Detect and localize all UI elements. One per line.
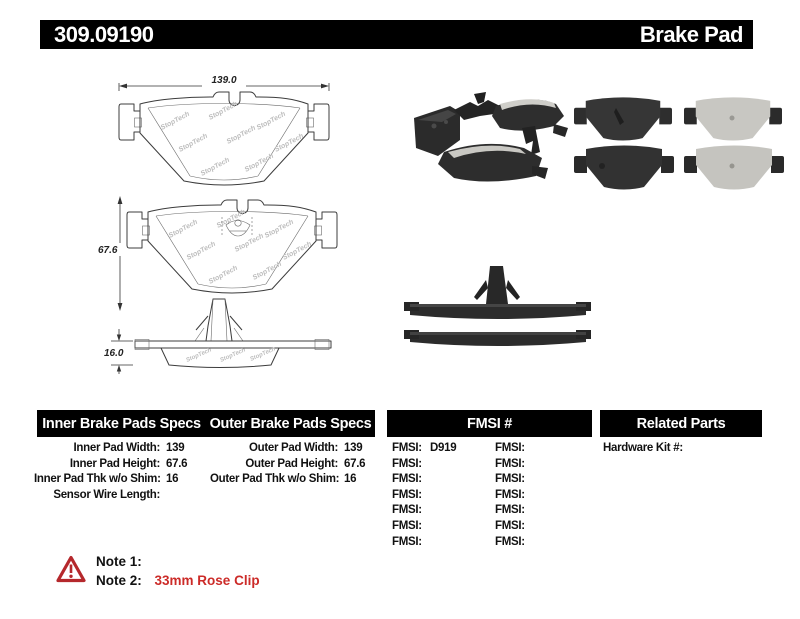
note-2-value: 33mm Rose Clip <box>154 572 260 588</box>
fmsi-column-1 <box>392 441 456 550</box>
spec-value: 67.6 <box>166 457 188 470</box>
spec-row <box>34 441 187 457</box>
fmsi-row <box>392 535 456 551</box>
product-photo-angled <box>404 86 572 194</box>
fmsi-label: FMSI: <box>495 535 525 548</box>
fmsi-value <box>527 535 533 551</box>
fmsi-column-2 <box>495 441 533 550</box>
spec-row <box>210 457 365 473</box>
fmsi-row <box>392 457 456 473</box>
fmsi-label: FMSI: <box>495 488 525 501</box>
spec-label: Outer Pad Width: <box>248 442 338 454</box>
note-2-label: Note 2: <box>96 572 142 588</box>
fmsi-row <box>392 503 456 519</box>
spec-row <box>34 488 187 504</box>
width-dimension-label: 139.0 <box>211 75 237 86</box>
fmsi-row <box>495 535 533 551</box>
related-part-label: Hardware Kit #: <box>603 442 683 454</box>
spec-row <box>210 472 365 488</box>
table-header-inner-specs: Inner Brake Pads Specs <box>42 415 201 432</box>
fmsi-label: FMSI: <box>392 473 422 486</box>
svg-text:StopTech: StopTech <box>219 347 247 364</box>
fmsi-row <box>495 457 533 473</box>
product-photo-pad-set <box>572 92 784 192</box>
fmsi-label: FMSI: <box>392 442 422 454</box>
fmsi-value <box>527 519 533 535</box>
spec-row <box>34 472 187 488</box>
fmsi-value <box>527 503 533 519</box>
fmsi-label: FMSI: <box>495 519 525 532</box>
note-1-label: Note 1: <box>96 554 142 569</box>
table-header-outer-specs: Outer Brake Pads Specs <box>209 415 372 432</box>
table-header-fmsi-label: FMSI # <box>467 415 512 432</box>
svg-text:StopTech: StopTech <box>185 347 213 364</box>
fmsi-row <box>392 488 456 504</box>
fmsi-row <box>392 472 456 488</box>
spec-value: 139 <box>166 442 185 454</box>
fmsi-label: FMSI: <box>495 473 525 486</box>
fmsi-label: FMSI: <box>495 442 525 454</box>
fmsi-value <box>424 503 430 519</box>
note-1-row <box>96 553 260 572</box>
fmsi-label: FMSI: <box>392 457 422 470</box>
spec-value: 139 <box>344 442 363 454</box>
product-photo-side-view <box>402 252 594 356</box>
outer-specs-column <box>210 441 365 488</box>
fmsi-row <box>495 503 533 519</box>
header-bar <box>40 20 753 49</box>
fmsi-value <box>424 457 430 473</box>
spec-label: Inner Pad Width: <box>73 442 160 454</box>
table-header-related-label: Related Parts <box>636 415 726 432</box>
spec-label: Outer Pad Thk w/o Shim: <box>210 473 340 486</box>
fmsi-value <box>424 488 430 504</box>
spec-value: 16 <box>166 473 179 486</box>
fmsi-label: FMSI: <box>392 504 422 517</box>
spec-label: Inner Pad Thk w/o Shim: <box>34 473 161 486</box>
inner-specs-column <box>34 441 187 503</box>
fmsi-row <box>495 472 533 488</box>
fmsi-label: FMSI: <box>495 457 525 470</box>
spec-row <box>34 457 187 473</box>
fmsi-value <box>424 472 430 488</box>
fmsi-label: FMSI: <box>392 488 422 501</box>
fmsi-value <box>527 488 533 504</box>
height-dimension-label: 67.6 <box>98 245 118 256</box>
fmsi-row <box>495 488 533 504</box>
table-header-related-parts <box>600 410 762 437</box>
fmsi-value <box>424 519 430 535</box>
related-part-value <box>683 441 689 457</box>
spec-label: Inner Pad Height: <box>69 457 160 470</box>
spec-value: 16 <box>344 473 357 486</box>
fmsi-label: FMSI: <box>392 535 422 548</box>
fmsi-row <box>392 519 456 535</box>
warning-icon <box>56 555 86 583</box>
technical-drawing-side <box>103 296 345 375</box>
thickness-dimension-label: 16.0 <box>104 348 124 359</box>
fmsi-label: FMSI: <box>495 504 525 517</box>
notes-block <box>96 553 260 590</box>
note-2-row <box>96 572 260 591</box>
product-type-title: Brake Pad <box>639 21 743 47</box>
spec-label: Sensor Wire Length: <box>53 488 160 501</box>
fmsi-row <box>495 519 533 535</box>
spec-value: 67.6 <box>344 457 366 470</box>
fmsi-value <box>424 535 430 551</box>
technical-drawing-front <box>118 73 330 192</box>
fmsi-value <box>527 472 533 488</box>
spec-value <box>160 488 166 504</box>
part-number: 309.09190 <box>54 21 154 47</box>
table-header-fmsi <box>387 410 592 437</box>
fmsi-row <box>392 441 456 457</box>
related-parts-column <box>603 441 689 457</box>
spec-label: Outer Pad Height: <box>245 457 338 470</box>
related-part-row <box>603 441 689 457</box>
watermark-pattern-side <box>185 346 277 364</box>
fmsi-label: FMSI: <box>392 519 422 532</box>
spec-row <box>210 441 365 457</box>
fmsi-value <box>527 457 533 473</box>
table-header-pad-specs <box>37 410 375 437</box>
fmsi-row <box>495 441 533 457</box>
fmsi-value: D919 <box>430 442 457 454</box>
fmsi-value <box>527 441 533 457</box>
svg-text:StopTech: StopTech <box>249 346 277 363</box>
